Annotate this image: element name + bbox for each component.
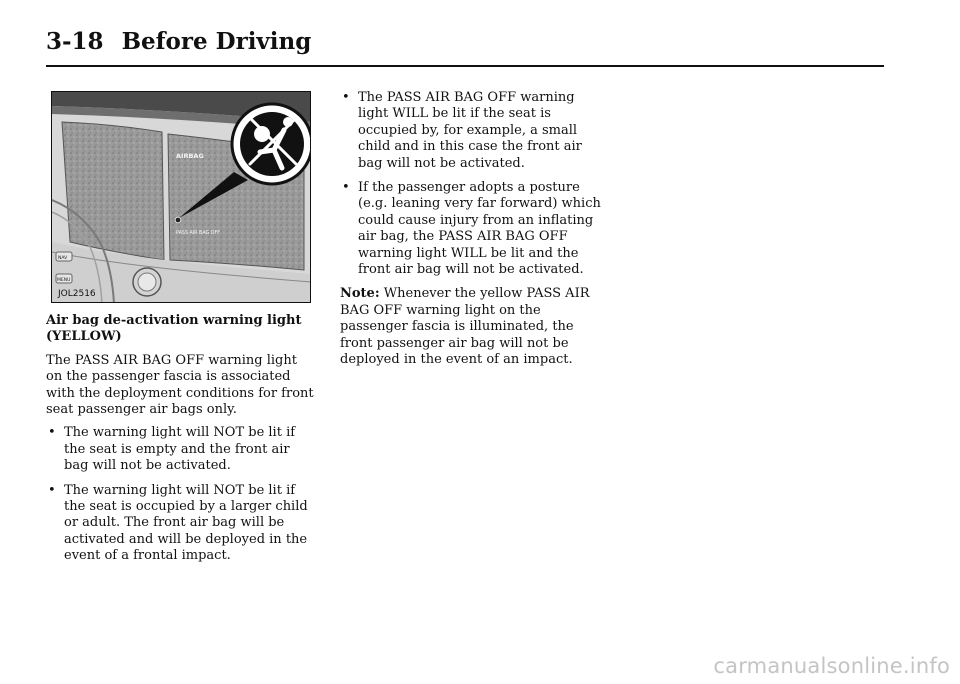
bullet-dot: • xyxy=(342,90,350,105)
page-header xyxy=(46,28,311,64)
list-item xyxy=(340,180,602,278)
watermark: carmanualsonline.info xyxy=(713,654,950,678)
airbag-off-icon xyxy=(240,112,304,176)
right-bullet-list xyxy=(340,90,602,278)
intro-paragraph: The PASS AIR BAG OFF warning light on the passenger fascia is associated with the deployment conditions for front seat passenger air bags only. xyxy=(46,352,314,418)
left-column xyxy=(46,313,314,573)
right-column xyxy=(340,90,602,376)
bullet-dot: • xyxy=(48,482,56,498)
list-item-text: The PASS AIR BAG OFF warning light WILL be lit if the seat is occupied by, for example, a small child and in this case the front air bag will not be activated. xyxy=(358,90,582,171)
bullet-dot: • xyxy=(342,180,350,196)
list-item xyxy=(46,425,314,474)
dashboard-illustration xyxy=(52,92,311,303)
nav-button-label: NAV xyxy=(58,256,68,261)
section-heading: Air bag de-activation warning light (YELLOW) xyxy=(46,313,302,345)
list-item-text: If the passenger adopts a posture (e.g. leaning very far forward) which could cause injury from an inflating air bag, the PASS AIR BAG OFF warning light WILL be lit and the front air bag will not be activated. xyxy=(358,180,601,278)
bullet-dot: • xyxy=(48,425,56,441)
section-title: Before Driving xyxy=(121,28,312,55)
indicator-label: PASS AIR BAG OFF xyxy=(176,231,221,236)
section-number: 3-18 xyxy=(46,28,104,55)
note-text: Whenever the yellow PASS AIR BAG OFF warning light on the passenger fascia is illuminated, the front passenger air bag will not be deployed in the event of an impact. xyxy=(340,286,590,368)
airbag-panel-label: AIRBAG xyxy=(176,152,204,160)
note-label: Note: xyxy=(340,286,380,302)
list-item-text: The warning light will NOT be lit if the seat is empty and the front air bag will not be activated. xyxy=(64,425,296,474)
figure-code: JOL2516 xyxy=(58,289,96,299)
list-item xyxy=(340,90,602,172)
left-bullet-list xyxy=(46,425,314,564)
list-item xyxy=(46,483,314,565)
dashboard-figure xyxy=(51,91,311,303)
header-rule xyxy=(46,65,884,67)
indicator-lamp xyxy=(175,217,181,223)
note-paragraph xyxy=(340,286,602,368)
list-item-text: The warning light will NOT be lit if the seat is occupied by a larger child or adult. The front air bag will be activated and will be deployed in the event of a frontal impact. xyxy=(64,482,308,564)
menu-button-label: MENU xyxy=(57,278,71,283)
